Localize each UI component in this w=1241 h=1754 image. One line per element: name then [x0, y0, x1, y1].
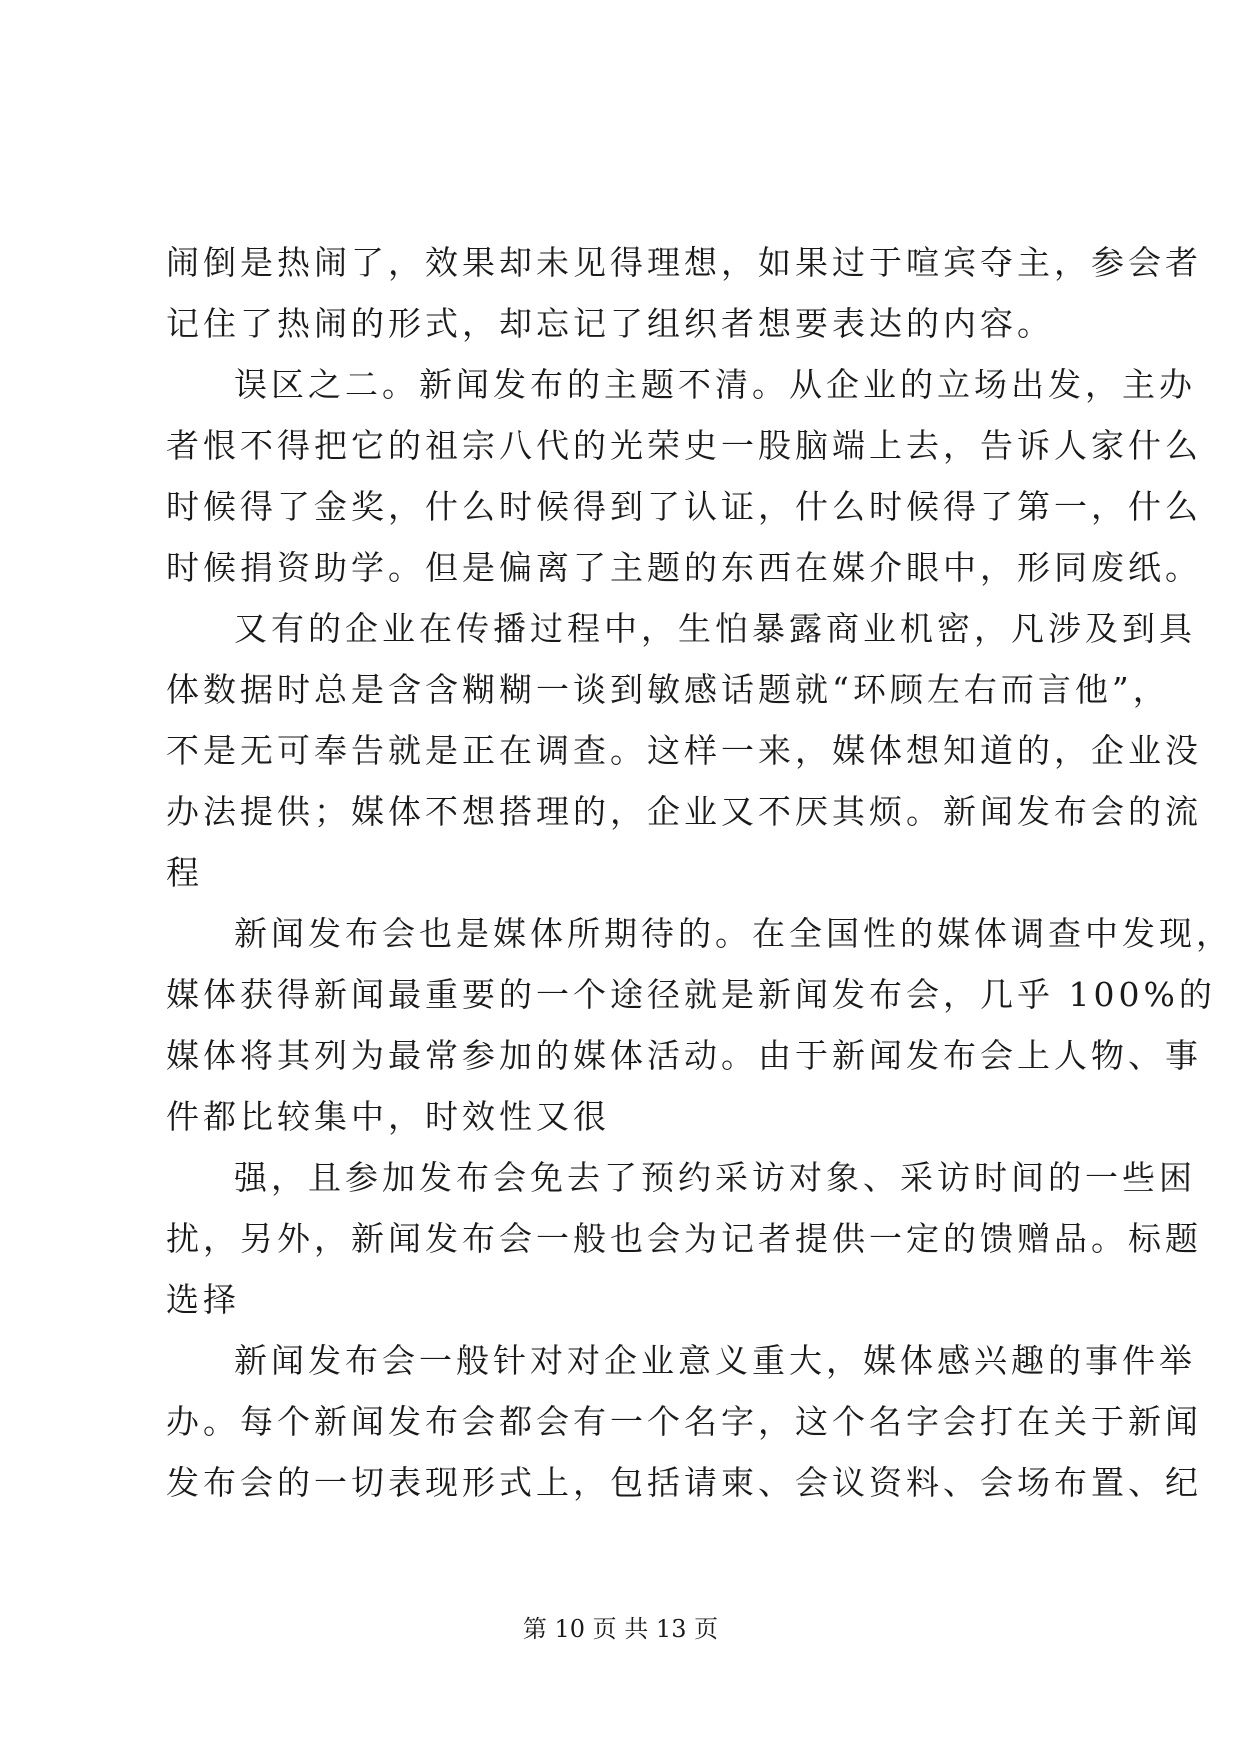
text-line: 发布会的一切表现形式上，包括请柬、会议资料、会场布置、纪 [166, 1463, 1202, 1502]
text-line: 时候捐资助学。但是偏离了主题的东西在媒介眼中，形同废纸。 [166, 548, 1202, 587]
text-line: 不是无可奉告就是正在调查。这样一来，媒体想知道的，企业没 [166, 731, 1202, 770]
text-line: 记住了热闹的形式，却忘记了组织者想要表达的内容。 [166, 304, 1054, 343]
text-line: 媒体获得新闻最重要的一个途径就是新闻发布会，几乎 100%的 [166, 975, 1216, 1014]
text-line: 程 [166, 853, 203, 892]
page-footer: 第 10 页 共 13 页 [522, 1615, 719, 1643]
text-line: 新闻发布会也是媒体所期待的。在全国性的媒体调查中发现， [234, 914, 1233, 953]
text-line: 闹倒是热闹了，效果却未见得理想，如果过于喧宾夺主，参会者 [166, 243, 1202, 282]
text-line: 体数据时总是含含糊糊一谈到敏感话题就“环顾左右而言他”， [166, 670, 1170, 709]
text-line: 媒体将其列为最常参加的媒体活动。由于新闻发布会上人物、事 [166, 1036, 1202, 1075]
text-line: 误区之二。新闻发布的主题不清。从企业的立场出发，主办 [234, 365, 1196, 404]
text-line: 又有的企业在传播过程中，生怕暴露商业机密，凡涉及到具 [234, 609, 1196, 648]
body-text [166, 232, 1233, 1513]
text-line: 扰，另外，新闻发布会一般也会为记者提供一定的馈赠品。标题 [166, 1219, 1202, 1258]
text-line: 办法提供；媒体不想搭理的，企业又不厌其烦。新闻发布会的流 [166, 792, 1202, 831]
text-line: 新闻发布会一般针对对企业意义重大，媒体感兴趣的事件举 [234, 1341, 1196, 1380]
text-line: 件都比较集中，时效性又很 [166, 1097, 610, 1136]
text-line: 办。每个新闻发布会都会有一个名字，这个名字会打在关于新闻 [166, 1402, 1202, 1441]
text-line: 者恨不得把它的祖宗八代的光荣史一股脑端上去，告诉人家什么 [166, 426, 1202, 465]
text-line: 时候得了金奖，什么时候得到了认证，什么时候得了第一，什么 [166, 487, 1202, 526]
text-line: 选择 [166, 1280, 240, 1319]
text-line: 强，且参加发布会免去了预约采访对象、采访时间的一些困 [234, 1158, 1196, 1197]
